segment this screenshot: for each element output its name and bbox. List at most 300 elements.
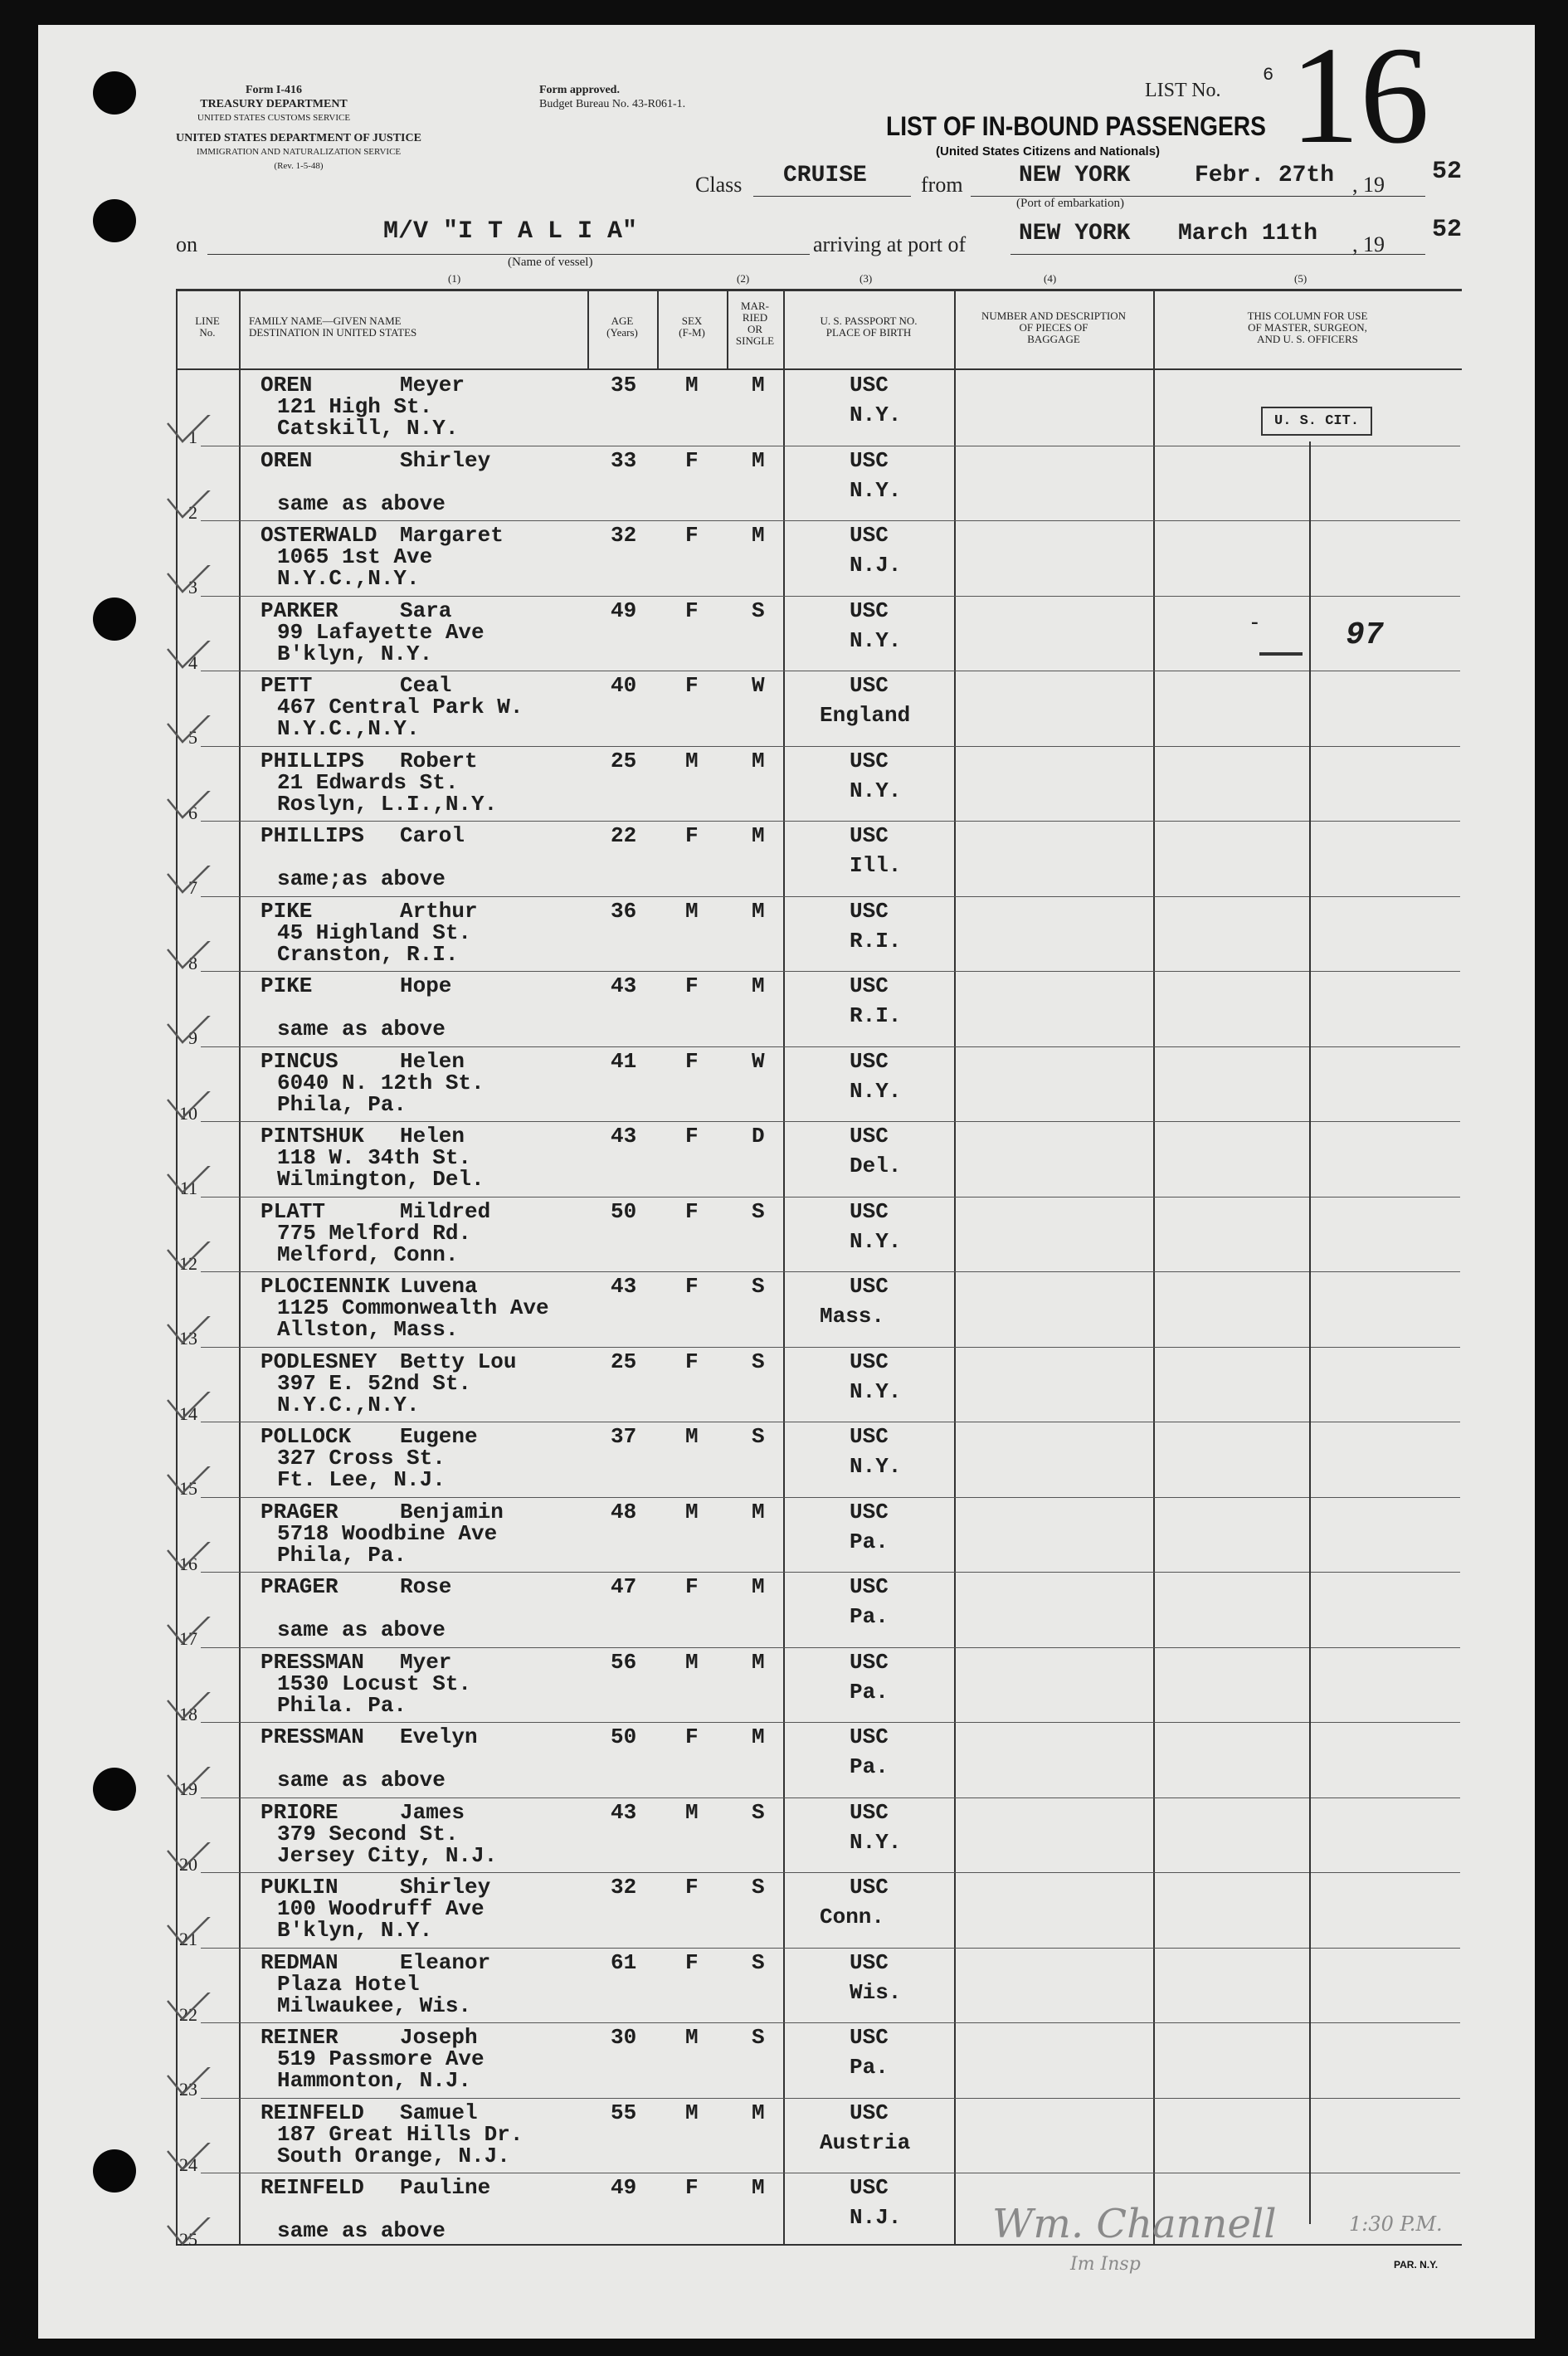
passenger-count: 97 bbox=[1346, 617, 1384, 653]
passport: USC bbox=[850, 598, 889, 623]
given-name: Arthur bbox=[400, 898, 478, 924]
sex: F bbox=[685, 823, 699, 848]
marital-status: M bbox=[752, 373, 765, 398]
line-number: 11 bbox=[179, 1178, 197, 1198]
passport: USC bbox=[850, 973, 889, 998]
vessel-underline bbox=[207, 254, 810, 255]
address-line1: 187 Great Hills Dr. bbox=[277, 2121, 523, 2147]
row-divider bbox=[201, 1121, 1460, 1122]
family-name: OREN bbox=[261, 447, 313, 473]
address-line1: 1065 1st Ave bbox=[277, 544, 433, 569]
given-name: Myer bbox=[400, 1649, 452, 1675]
line-number: 24 bbox=[179, 2154, 197, 2175]
passport: USC bbox=[850, 1124, 889, 1149]
row-divider bbox=[201, 1046, 1460, 1047]
passport: USC bbox=[850, 2100, 889, 2125]
form-number: Form I-416 bbox=[245, 84, 303, 96]
family-name: PODLESNEY bbox=[261, 1349, 377, 1374]
birthplace: Pa. bbox=[850, 1754, 889, 1779]
row-divider bbox=[201, 1347, 1460, 1348]
family-name: PHILLIPS bbox=[261, 823, 364, 848]
table-row bbox=[0, 896, 1568, 971]
address-line2: same as above bbox=[277, 1617, 446, 1642]
row-divider bbox=[201, 1197, 1460, 1198]
given-name: Joseph bbox=[400, 2025, 478, 2050]
check-mark-icon bbox=[149, 2067, 216, 2100]
address-line2: N.Y.C.,N.Y. bbox=[277, 716, 420, 741]
sex: F bbox=[685, 447, 699, 473]
list-no-label: LIST No. bbox=[1145, 80, 1221, 101]
birthplace: N.Y. bbox=[850, 1454, 902, 1479]
check-mark-icon bbox=[149, 1016, 216, 1049]
passport: USC bbox=[850, 2175, 889, 2200]
passport: USC bbox=[850, 1949, 889, 1975]
address-line2: N.Y.C.,N.Y. bbox=[277, 566, 420, 591]
line-number: 8 bbox=[188, 952, 197, 973]
age: 43 bbox=[611, 1124, 637, 1149]
marital-status: M bbox=[752, 823, 765, 848]
marital-status: W bbox=[752, 673, 765, 698]
table-row bbox=[0, 520, 1568, 598]
address-line1: 5718 Woodbine Ave bbox=[277, 1520, 498, 1546]
address-line2: Roslyn, L.I.,N.Y. bbox=[277, 791, 498, 817]
table-row bbox=[0, 1948, 1568, 2025]
table-row bbox=[0, 1347, 1568, 1422]
passport: USC bbox=[850, 1349, 889, 1374]
address-line2: Phila, Pa. bbox=[277, 1542, 407, 1568]
address-line1: 1530 Locust St. bbox=[277, 1671, 472, 1696]
family-name: OSTERWALD bbox=[261, 523, 377, 548]
citizen-stamp: U. S. CIT. bbox=[1261, 407, 1372, 436]
address-line1: 118 W. 34th St. bbox=[277, 1145, 472, 1170]
age: 41 bbox=[611, 1048, 637, 1074]
check-mark-icon bbox=[149, 641, 216, 674]
table-row bbox=[0, 2173, 1568, 2250]
address-line1: 519 Passmore Ave bbox=[277, 2046, 485, 2071]
age: 25 bbox=[611, 748, 637, 773]
arriving-label: arriving at port of bbox=[813, 232, 967, 256]
age: 56 bbox=[611, 1649, 637, 1675]
birthplace: Pa. bbox=[850, 1604, 889, 1629]
family-name: REINER bbox=[261, 2025, 338, 2050]
list-number: 16 bbox=[1290, 18, 1429, 173]
dash-mark: - bbox=[1251, 609, 1259, 633]
given-name: Helen bbox=[400, 1124, 465, 1149]
birthplace: Conn. bbox=[820, 1905, 885, 1929]
given-name: Luvena bbox=[400, 1274, 478, 1299]
age: 43 bbox=[611, 1799, 637, 1825]
check-mark-icon bbox=[149, 565, 216, 598]
binder-hole bbox=[93, 71, 136, 115]
family-name: PRIORE bbox=[261, 1799, 338, 1825]
table-row bbox=[0, 971, 1568, 1046]
passport: USC bbox=[850, 1424, 889, 1449]
address-line1: 21 Edwards St. bbox=[277, 769, 459, 795]
marital-status: S bbox=[752, 1949, 765, 1975]
table-row bbox=[0, 746, 1568, 821]
check-mark-icon bbox=[149, 1316, 216, 1349]
given-name: Benjamin bbox=[400, 1499, 504, 1524]
row-divider bbox=[201, 2022, 1460, 2023]
birthplace: N.J. bbox=[850, 553, 902, 578]
given-name: Helen bbox=[400, 1048, 465, 1074]
birthplace: N.Y. bbox=[850, 1378, 902, 1404]
line-number: 16 bbox=[179, 1553, 197, 1574]
family-name: REDMAN bbox=[261, 1949, 338, 1975]
budget-bureau: Budget Bureau No. 43-R061-1. bbox=[539, 98, 686, 110]
marital-status: S bbox=[752, 1198, 765, 1224]
marital-status: M bbox=[752, 898, 765, 924]
line-number: 23 bbox=[179, 2079, 197, 2100]
check-mark-icon bbox=[149, 415, 216, 448]
header-passport: U. S. PASSPORT NO. PLACE OF BIRTH bbox=[820, 315, 918, 339]
year-1: 52 bbox=[1432, 158, 1463, 186]
given-name: Carol bbox=[400, 823, 465, 848]
arrive-port: NEW YORK bbox=[1019, 221, 1131, 246]
row-divider bbox=[201, 971, 1460, 972]
birthplace: Del. bbox=[850, 1154, 902, 1178]
row-divider bbox=[201, 2098, 1460, 2099]
sex: F bbox=[685, 523, 699, 548]
header-officers: THIS COLUMN FOR USE OF MASTER, SURGEON, AND U. S. OFFICERS bbox=[1247, 310, 1368, 345]
sex: F bbox=[685, 598, 699, 623]
sex: M bbox=[685, 1499, 699, 1524]
given-name: James bbox=[400, 1799, 465, 1825]
address-line2: Wilmington, Del. bbox=[277, 1167, 485, 1192]
sex: M bbox=[685, 748, 699, 773]
line-number: 3 bbox=[188, 577, 197, 598]
family-name: PINTSHUK bbox=[261, 1124, 364, 1149]
line-number: 7 bbox=[188, 877, 197, 898]
check-mark-icon bbox=[149, 2217, 216, 2251]
line-number: 17 bbox=[179, 1628, 197, 1649]
address-line2: B'klyn, N.Y. bbox=[277, 641, 433, 666]
marital-status: S bbox=[752, 1274, 765, 1299]
birthplace: Pa. bbox=[850, 2055, 889, 2080]
marital-status: S bbox=[752, 1424, 765, 1449]
inspector-title: Im Insp bbox=[1070, 2254, 1141, 2275]
age: 22 bbox=[611, 823, 637, 848]
age: 32 bbox=[611, 523, 637, 548]
passport: USC bbox=[850, 2025, 889, 2050]
check-mark-icon bbox=[149, 1993, 216, 2026]
table-row bbox=[0, 596, 1568, 671]
family-name: POLLOCK bbox=[261, 1424, 352, 1449]
line-number: 4 bbox=[188, 651, 197, 673]
check-mark-icon bbox=[149, 1617, 216, 1650]
sex: F bbox=[685, 1349, 699, 1374]
passport: USC bbox=[850, 523, 889, 548]
form-approved: Form approved. bbox=[539, 84, 620, 96]
address-line1: 6040 N. 12th St. bbox=[277, 1070, 485, 1095]
family-name: PETT bbox=[261, 673, 313, 698]
line-number: 1 bbox=[188, 427, 197, 447]
check-mark-icon bbox=[149, 1241, 216, 1275]
family-name: PRESSMAN bbox=[261, 1724, 364, 1749]
header-line-no: LINE No. bbox=[195, 315, 220, 339]
given-name: Sara bbox=[400, 598, 452, 623]
family-name: REINFELD bbox=[261, 2175, 364, 2200]
age: 48 bbox=[611, 1499, 637, 1524]
header-baggage: NUMBER AND DESCRIPTION OF PIECES OF BAGGAGE bbox=[981, 310, 1127, 345]
sex: M bbox=[685, 373, 699, 398]
line-number: 14 bbox=[179, 1402, 197, 1424]
marital-status: M bbox=[752, 1649, 765, 1675]
row-divider bbox=[201, 1872, 1460, 1873]
row-divider bbox=[201, 1797, 1460, 1798]
family-name: PUKLIN bbox=[261, 1875, 338, 1900]
address-line2: same as above bbox=[277, 1768, 446, 1793]
family-name: PIKE bbox=[261, 973, 313, 998]
line-number: 21 bbox=[179, 1929, 197, 1949]
bracket-line bbox=[1309, 441, 1311, 2224]
class-underline bbox=[753, 196, 911, 197]
table-row bbox=[0, 2022, 1568, 2100]
table-row bbox=[0, 1422, 1568, 1499]
row-divider bbox=[201, 520, 1460, 521]
given-name: Eugene bbox=[400, 1424, 478, 1449]
from-date: Febr. 27th bbox=[1195, 163, 1335, 188]
col-number-1: (1) bbox=[448, 272, 461, 285]
passport: USC bbox=[850, 1499, 889, 1524]
class-label: Class bbox=[695, 173, 743, 197]
passport: USC bbox=[850, 1274, 889, 1299]
marital-status: S bbox=[752, 1875, 765, 1900]
sex: M bbox=[685, 1799, 699, 1825]
address-line2: Cranston, R.I. bbox=[277, 941, 459, 967]
marital-status: M bbox=[752, 2100, 765, 2125]
check-mark-icon bbox=[149, 1542, 216, 1575]
passport: USC bbox=[850, 673, 889, 698]
arrival-time: 1:30 P.M. bbox=[1349, 2212, 1443, 2236]
birthplace: N.J. bbox=[850, 2205, 902, 2230]
marital-status: M bbox=[752, 2175, 765, 2200]
passport: USC bbox=[850, 748, 889, 773]
sex: F bbox=[685, 973, 699, 998]
passport: USC bbox=[850, 1048, 889, 1074]
family-name: OREN bbox=[261, 373, 313, 398]
table-row bbox=[0, 1197, 1568, 1274]
birthplace: N.Y. bbox=[850, 1228, 902, 1254]
given-name: Pauline bbox=[400, 2175, 491, 2200]
check-mark-icon bbox=[149, 715, 216, 749]
address-line2: same;as above bbox=[277, 866, 446, 891]
marital-status: M bbox=[752, 1724, 765, 1749]
inspector-signature: Wm. Channell bbox=[992, 2201, 1277, 2247]
approval-block bbox=[539, 83, 685, 111]
check-mark-icon bbox=[149, 1091, 216, 1124]
address-line2: Phila. Pa. bbox=[277, 1692, 407, 1718]
sex: F bbox=[685, 1048, 699, 1074]
address-line1: 100 Woodruff Ave bbox=[277, 1896, 485, 1921]
class-value: CRUISE bbox=[783, 163, 867, 188]
line-number: 6 bbox=[188, 802, 197, 823]
check-mark-icon bbox=[149, 1767, 216, 1800]
birthplace: R.I. bbox=[850, 1003, 902, 1028]
sex: M bbox=[685, 1424, 699, 1449]
col-number-2: (2) bbox=[737, 272, 750, 285]
marital-status: M bbox=[752, 447, 765, 473]
check-mark-icon bbox=[149, 1917, 216, 1950]
row-divider bbox=[201, 1497, 1460, 1498]
sex: M bbox=[685, 2025, 699, 2050]
marital-status: S bbox=[752, 1799, 765, 1825]
row-divider bbox=[201, 821, 1460, 822]
line-number: 22 bbox=[179, 2003, 197, 2025]
passport: USC bbox=[850, 1799, 889, 1825]
list-no-small: 6 bbox=[1263, 65, 1274, 85]
vessel-name: M/V "I T A L I A" bbox=[383, 217, 638, 246]
address-line2: same as above bbox=[277, 490, 446, 516]
col-number-3: (3) bbox=[859, 272, 873, 285]
family-name: PIKE bbox=[261, 898, 313, 924]
age: 43 bbox=[611, 973, 637, 998]
count-dash bbox=[1259, 652, 1303, 656]
sex: F bbox=[685, 673, 699, 698]
birthplace: Wis. bbox=[850, 1979, 902, 2005]
age: 40 bbox=[611, 673, 637, 698]
age: 33 bbox=[611, 447, 637, 473]
customs-service: UNITED STATES CUSTOMS SERVICE bbox=[197, 113, 351, 123]
address-line1: 379 Second St. bbox=[277, 1821, 459, 1846]
address-line2: Phila, Pa. bbox=[277, 1091, 407, 1117]
age: 47 bbox=[611, 1574, 637, 1599]
line-number: 19 bbox=[179, 1778, 197, 1799]
birthplace: R.I. bbox=[850, 928, 902, 954]
marital-status: M bbox=[752, 973, 765, 998]
marital-status: M bbox=[752, 748, 765, 773]
given-name: Evelyn bbox=[400, 1724, 478, 1749]
sex: F bbox=[685, 1949, 699, 1975]
given-name: Meyer bbox=[400, 373, 465, 398]
passport: USC bbox=[850, 373, 889, 398]
family-name: PRAGER bbox=[261, 1499, 338, 1524]
revision: (Rev. 1-5-48) bbox=[274, 161, 324, 171]
passport: USC bbox=[850, 1875, 889, 1900]
age: 49 bbox=[611, 598, 637, 623]
birthplace: Ill. bbox=[850, 853, 902, 878]
check-mark-icon bbox=[149, 1692, 216, 1725]
line-number: 18 bbox=[179, 1703, 197, 1724]
address-line2: same as above bbox=[277, 1017, 446, 1041]
birthplace: N.Y. bbox=[850, 627, 902, 653]
age: 36 bbox=[611, 898, 637, 924]
on-label: on bbox=[176, 232, 197, 256]
justice-block bbox=[162, 131, 436, 173]
address-line2: B'klyn, N.Y. bbox=[277, 1918, 433, 1943]
given-name: Shirley bbox=[400, 447, 491, 473]
birthplace: Pa. bbox=[850, 1529, 889, 1554]
table-top-border bbox=[176, 289, 1462, 291]
address-line2: Ft. Lee, N.J. bbox=[277, 1467, 446, 1492]
family-name: PLATT bbox=[261, 1198, 326, 1224]
table-row bbox=[0, 671, 1568, 748]
marital-status: D bbox=[752, 1124, 765, 1149]
given-name: Ceal bbox=[400, 673, 452, 698]
year-prefix-1: , 19 bbox=[1352, 173, 1385, 197]
family-name: REINFELD bbox=[261, 2100, 364, 2125]
manifest-subtitle: (United States Citizens and Nationals) bbox=[936, 144, 1161, 159]
arrive-date: March 11th bbox=[1178, 221, 1318, 246]
sex: M bbox=[685, 1649, 699, 1675]
address-line2: South Orange, N.J. bbox=[277, 2143, 510, 2168]
row-divider bbox=[201, 1948, 1460, 1949]
address-line2: Jersey City, N.J. bbox=[277, 1842, 498, 1868]
given-name: Betty Lou bbox=[400, 1349, 517, 1374]
birthplace: N.Y. bbox=[850, 402, 902, 427]
header-name: FAMILY NAME—GIVEN NAME DESTINATION IN UNITED STATES bbox=[249, 315, 417, 339]
form-identification bbox=[166, 83, 382, 125]
birthplace: Mass. bbox=[820, 1304, 885, 1329]
table-row bbox=[0, 2098, 1568, 2173]
check-mark-icon bbox=[149, 490, 216, 524]
sex: F bbox=[685, 1875, 699, 1900]
given-name: Mildred bbox=[400, 1198, 491, 1224]
given-name: Hope bbox=[400, 973, 452, 998]
sex: M bbox=[685, 898, 699, 924]
age: 35 bbox=[611, 373, 637, 398]
birthplace: N.Y. bbox=[850, 477, 902, 503]
marital-status: S bbox=[752, 1349, 765, 1374]
treasury-dept: TREASURY DEPARTMENT bbox=[200, 98, 348, 110]
address-line1: 1125 Commonwealth Ave bbox=[277, 1295, 549, 1320]
table-row bbox=[0, 1046, 1568, 1124]
address-line2: Hammonton, N.J. bbox=[277, 2068, 472, 2093]
check-mark-icon bbox=[149, 1392, 216, 1425]
row-divider bbox=[201, 896, 1460, 897]
age: 50 bbox=[611, 1724, 637, 1749]
age: 37 bbox=[611, 1424, 637, 1449]
age: 55 bbox=[611, 2100, 637, 2125]
line-number: 15 bbox=[179, 1478, 197, 1499]
family-name: PLOCIENNIK bbox=[261, 1274, 391, 1299]
birthplace: N.Y. bbox=[850, 1829, 902, 1855]
address-line2: Allston, Mass. bbox=[277, 1317, 459, 1342]
birthplace: N.Y. bbox=[850, 1078, 902, 1104]
sex: F bbox=[685, 1274, 699, 1299]
age: 50 bbox=[611, 1198, 637, 1224]
table-row bbox=[0, 1121, 1568, 1196]
table-row bbox=[0, 821, 1568, 898]
age: 61 bbox=[611, 1949, 637, 1975]
address-line1: 45 Highland St. bbox=[277, 919, 472, 945]
given-name: Eleanor bbox=[400, 1949, 491, 1975]
table-row bbox=[0, 1271, 1568, 1349]
marital-status: S bbox=[752, 2025, 765, 2050]
age: 49 bbox=[611, 2175, 637, 2200]
given-name: Shirley bbox=[400, 1875, 491, 1900]
sex: F bbox=[685, 1198, 699, 1224]
line-number: 9 bbox=[188, 1027, 197, 1048]
line-number: 25 bbox=[179, 2229, 197, 2250]
address-line1: 327 Cross St. bbox=[277, 1446, 446, 1471]
sex: M bbox=[685, 2100, 699, 2125]
address-line2: same as above bbox=[277, 2218, 446, 2243]
birthplace: England bbox=[820, 703, 911, 728]
table-row bbox=[0, 1572, 1568, 1649]
row-divider bbox=[201, 1722, 1460, 1723]
passport: USC bbox=[850, 1574, 889, 1599]
ins-service: IMMIGRATION AND NATURALIZATION SERVICE bbox=[196, 147, 402, 157]
given-name: Samuel bbox=[400, 2100, 478, 2125]
check-mark-icon bbox=[149, 1166, 216, 1199]
table-row bbox=[0, 1722, 1568, 1797]
year-2: 52 bbox=[1432, 216, 1463, 244]
address-line1: 121 High St. bbox=[277, 394, 433, 419]
justice-dept: UNITED STATES DEPARTMENT OF JUSTICE bbox=[176, 132, 421, 144]
marital-status: M bbox=[752, 1499, 765, 1524]
line-number: 20 bbox=[179, 1853, 197, 1875]
